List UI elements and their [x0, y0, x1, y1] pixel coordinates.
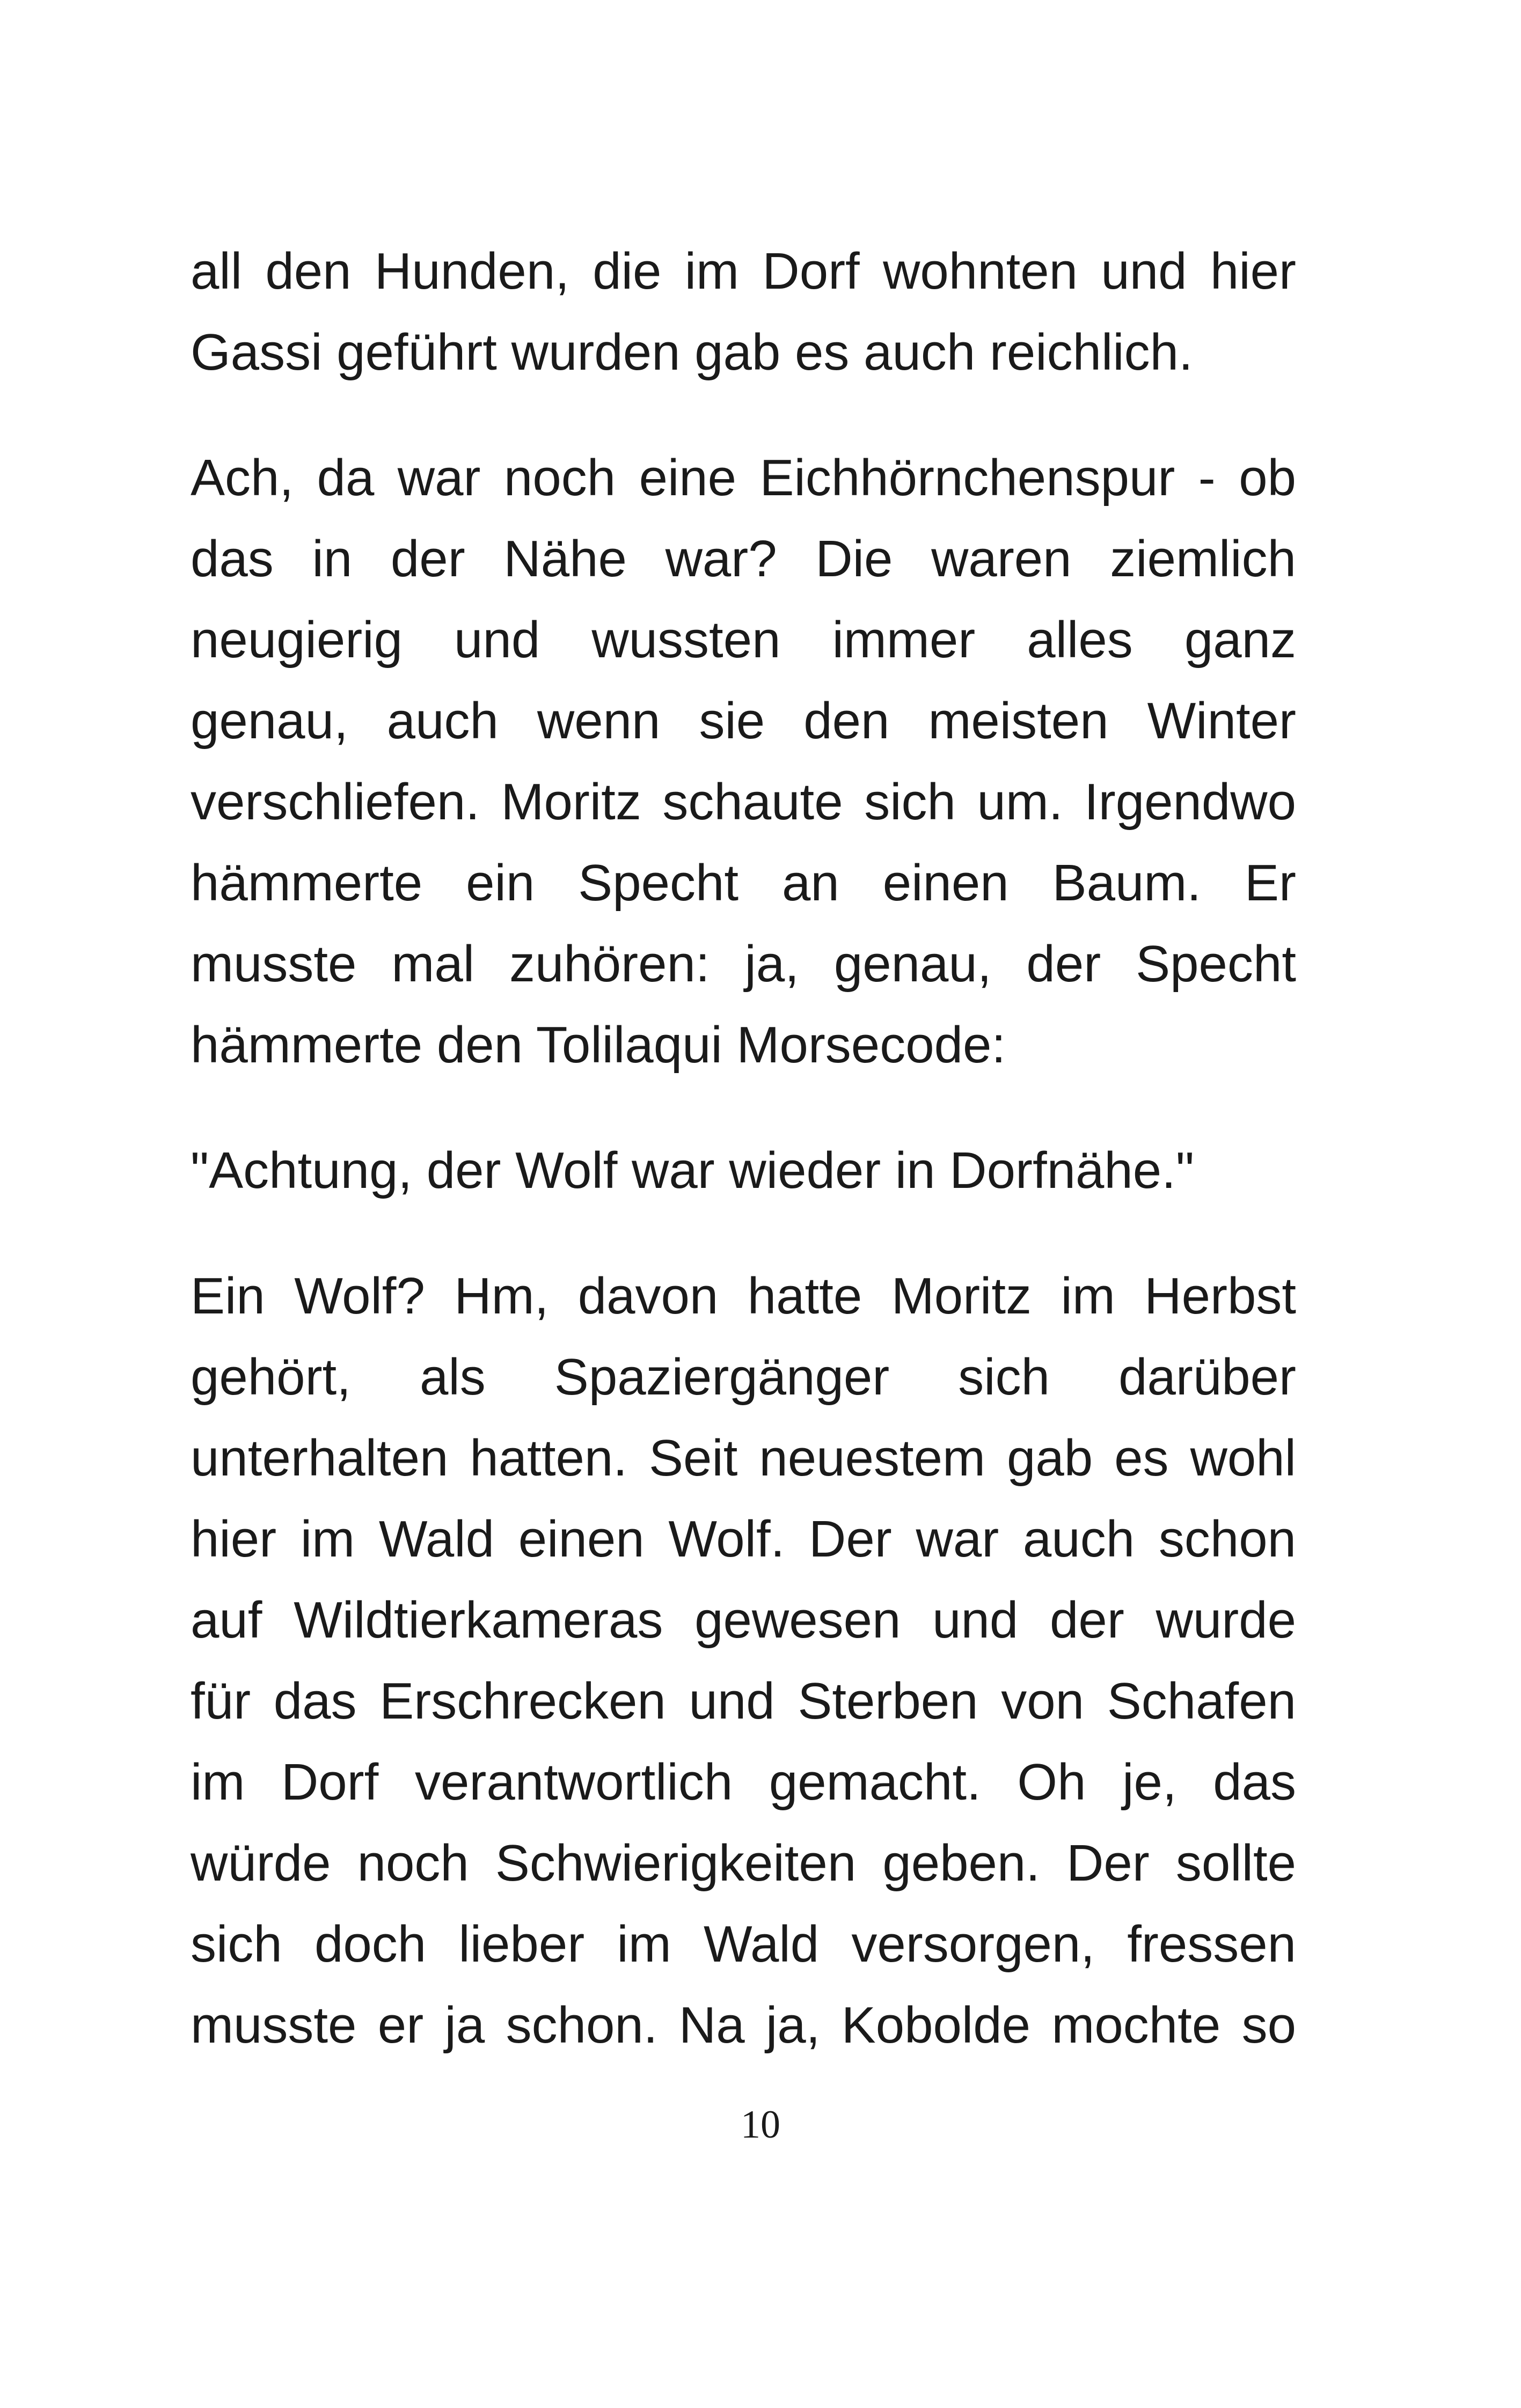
- text-line: Ein Wolf? Hm, davon hatte Moritz im Herbst: [191, 1267, 1296, 1325]
- text-line: musste mal zuhören: ja, genau, der Specht: [191, 935, 1296, 993]
- text-line: musste er ja schon. Na ja, Kobolde mochte so: [191, 1996, 1296, 2054]
- text-line: "Achtung, der Wolf war wieder in Dorfnähe.": [191, 1142, 1194, 1199]
- text-line: verschliefen. Moritz schaute sich um. Irgendwo: [191, 773, 1296, 831]
- text-line: neugierig und wussten immer alles ganz: [191, 611, 1296, 669]
- paragraph-4: [191, 1256, 1296, 2066]
- text-line: im Dorf verantwortlich gemacht. Oh je, das: [191, 1753, 1296, 1811]
- page-number: 10: [741, 2103, 780, 2147]
- paragraph-3: [191, 1130, 1296, 1211]
- text-line: unterhalten hatten. Seit neuestem gab es wohl: [191, 1429, 1296, 1487]
- text-line: würde noch Schwierigkeiten geben. Der sollte: [191, 1834, 1296, 1892]
- text-line: hämmerte den Tolilaqui Morsecode:: [191, 1016, 1006, 1074]
- text-line: Ach, da war noch eine Eichhörnchenspur - ob: [191, 449, 1296, 506]
- text-line: all den Hunden, die im Dorf wohnten und hier: [191, 243, 1296, 300]
- body-text: [191, 231, 1296, 2066]
- text-line: auf Wildtierkameras gewesen und der wurde: [191, 1591, 1296, 1649]
- text-line: Gassi geführt wurden gab es auch reichlich.: [191, 324, 1193, 381]
- text-line: hier im Wald einen Wolf. Der war auch schon: [191, 1510, 1296, 1568]
- paragraph-1: [191, 231, 1296, 393]
- text-line: sich doch lieber im Wald versorgen, fressen: [191, 1915, 1296, 1973]
- text-line: für das Erschrecken und Sterben von Schafen: [191, 1672, 1296, 1730]
- text-line: das in der Nähe war? Die waren ziemlich: [191, 530, 1296, 588]
- paragraph-2: [191, 437, 1296, 1085]
- text-line: genau, auch wenn sie den meisten Winter: [191, 692, 1296, 750]
- text-line: gehört, als Spaziergänger sich darüber: [191, 1348, 1296, 1406]
- text-line: hämmerte ein Specht an einen Baum. Er: [191, 854, 1296, 912]
